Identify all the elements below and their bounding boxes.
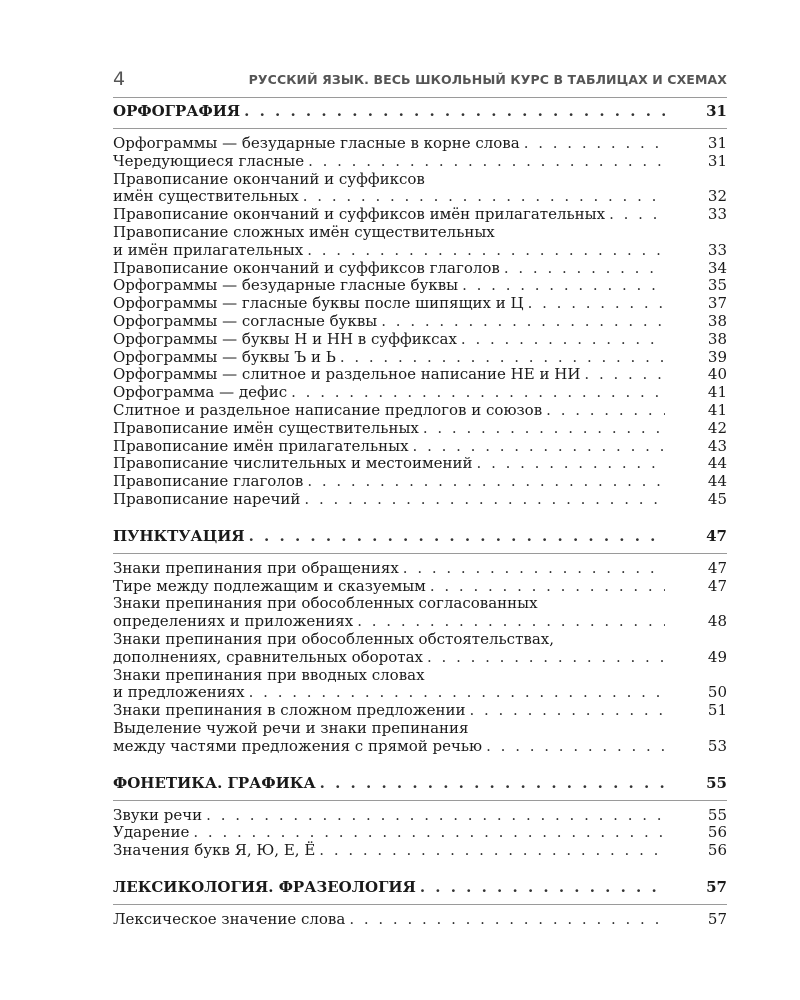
dot-leader [426,578,665,596]
section-title: ОРФОГРАФИЯ [113,102,241,120]
dot-leader [303,473,665,491]
page-ref: 39 [707,347,727,366]
dot-leader [303,242,665,260]
entry-title: Орфограмма — дефис [113,383,288,402]
page-ref: 31 [706,102,727,120]
entry-title: Значения букв Я, Ю, Е, Ё [113,841,316,860]
entry-title: Ударение [113,823,190,842]
entry-title: Знаки препинания при обращениях [113,558,399,577]
page-ref: 48 [707,612,727,631]
section-divider [113,128,727,129]
dot-leader [419,420,665,438]
section-divider [113,800,727,801]
dot-leader [287,384,665,402]
toc-section [113,102,727,515]
dot-leader [189,824,665,842]
page-ref: 41 [707,383,727,402]
dot-leader [416,878,665,896]
entry-title: Правописание имён существительных [113,418,419,437]
toc-entry[interactable] [113,807,727,825]
page-ref: 47 [707,576,727,595]
section-divider [113,904,727,905]
page-ref: 37 [707,294,727,313]
entry-title: Чередующиеся гласные [113,151,305,170]
section-title: ФОНЕТИКА. ГРАФИКА [113,773,316,792]
dot-leader [605,206,665,224]
toc-entry[interactable] [113,824,727,842]
toc-entry[interactable] [113,277,727,295]
entry-title: Правописание наречий [113,489,301,508]
page-ref: 42 [707,418,727,437]
page-ref: 56 [707,823,727,842]
section-title: ПУНКТУАЦИЯ [113,526,245,545]
dot-leader [409,438,665,456]
page-ref: 56 [707,841,727,860]
page-ref: 47 [706,526,727,545]
entry-title: и предложениях [113,683,245,702]
page-ref: 55 [707,805,727,824]
page-ref: 33 [707,205,727,224]
dot-leader [580,366,665,384]
page-ref: 47 [707,558,727,577]
toc-entry[interactable] [113,595,727,631]
toc-entry[interactable] [113,402,727,420]
toc-entry[interactable] [113,313,727,331]
toc-entry[interactable] [113,438,727,456]
entry-title: Орфограммы — гласные буквы после шипящих и Ц [113,294,524,313]
entry-title: имён существительных [113,187,299,206]
dot-leader [542,402,665,420]
dot-leader [245,527,665,545]
entry-title: Правописание окончаний и суффиксов имён прилагательных [113,205,606,224]
toc-entry[interactable] [113,366,727,384]
dot-leader [300,491,665,509]
dot-leader [482,738,665,756]
entry-title: Правописание глаголов [113,472,304,491]
page-ref: 40 [707,365,727,384]
dot-leader [202,807,665,825]
page-ref: 57 [706,877,727,896]
dot-leader [465,702,665,720]
toc-entry[interactable] [113,295,727,313]
toc-section [113,774,727,866]
page-ref: 44 [707,472,727,491]
toc-entry[interactable] [113,224,727,260]
toc-entry[interactable] [113,153,727,171]
dot-leader [336,349,665,367]
toc-entry[interactable] [113,667,727,703]
dot-leader [457,331,665,349]
entry-title: Орфограммы — буквы Ъ и Ь [113,347,336,366]
entry-title-line: Знаки препинания при обособленных согласованных [113,594,538,613]
dot-leader [377,313,665,331]
section-spacer [113,860,727,866]
entry-title: Орфограммы — согласные буквы [113,311,378,330]
header-divider [113,97,727,98]
page-ref: 53 [707,736,727,755]
entry-title-line: Выделение чужой речи и знаки препинания [113,718,469,737]
entry-title: Орфограммы — буквы Н и НН в суффиксах [113,329,457,348]
table-of-contents [113,102,727,929]
page-ref: 49 [707,647,727,666]
page-ref: 38 [707,311,727,330]
dot-leader [500,260,665,278]
toc-entry[interactable] [113,260,727,278]
toc-entry[interactable] [113,384,727,402]
entry-title: Правописание имён прилагательных [113,436,409,455]
dot-leader [245,684,665,702]
page-ref: 31 [707,151,727,170]
toc-entry[interactable] [113,331,727,349]
toc-section [113,527,727,762]
dot-leader [240,102,665,120]
toc-entry[interactable] [113,171,727,207]
entry-title: Орфограммы — безударные гласные в корне слова [113,134,520,152]
page-ref: 50 [707,683,727,702]
dot-leader [304,153,665,171]
page-header [113,66,727,96]
entry-title: Правописание окончаний и суффиксов глаголов [113,258,500,277]
toc-entry[interactable] [113,491,727,509]
toc-section [113,878,727,929]
page-ref: 44 [707,454,727,473]
dot-leader [316,774,665,792]
section-heading[interactable] [113,878,727,896]
dot-leader [345,911,665,929]
entry-title-line: Правописание окончаний и суффиксов [113,169,425,188]
page-ref: 55 [706,773,727,792]
section-heading[interactable] [113,774,727,792]
toc-entry[interactable] [113,560,727,578]
section-heading[interactable] [113,102,727,120]
page-ref: 33 [707,240,727,259]
entry-title: Слитное и раздельное написание предлогов и союзов [113,400,543,419]
page-ref: 41 [707,400,727,419]
page-ref: 43 [707,436,727,455]
toc-entry[interactable] [113,720,727,756]
dot-leader [299,188,665,206]
entry-title: дополнениях, сравнительных оборотах [113,647,423,666]
toc-entry[interactable] [113,455,727,473]
entry-title-line: Правописание сложных имён существительных [113,222,495,241]
toc-entry[interactable] [113,349,727,367]
page-ref: 57 [707,909,727,928]
section-title: ЛЕКСИКОЛОГИЯ. ФРАЗЕОЛОГИЯ [113,877,416,896]
page-ref: 38 [707,329,727,348]
toc-entry[interactable] [113,631,727,667]
dot-leader [423,649,665,667]
section-divider [113,553,727,554]
toc-entry[interactable] [113,135,727,153]
entry-title: между частями предложения с прямой речью [113,736,483,755]
page-ref: 45 [707,489,727,508]
entry-title: определениях и приложениях [113,612,354,631]
entry-title: Правописание числительных и местоимений [113,454,473,473]
dot-leader [353,613,665,631]
toc-entry[interactable] [113,206,727,224]
toc-entry[interactable] [113,420,727,438]
section-heading[interactable] [113,527,727,545]
toc-entry[interactable] [113,911,727,929]
toc-entry[interactable] [113,842,727,860]
page-ref: 32 [707,187,727,206]
page-ref: 51 [707,701,727,720]
dot-leader [524,295,665,313]
entry-title: Орфограммы — слитное и раздельное написание НЕ и НИ [113,365,581,384]
entry-title: Орфограммы — безударные гласные буквы [113,276,459,295]
entry-title-line: Знаки препинания при обособленных обстоятельствах, [113,629,554,648]
dot-leader [520,135,665,153]
dot-leader [399,560,665,578]
entry-title: Знаки препинания в сложном предложении [113,701,466,720]
entry-title: Звуки речи [113,805,203,824]
toc-entry[interactable] [113,702,727,720]
page-ref: 35 [707,276,727,295]
entry-title: Тире между подлежащим и сказуемым [113,576,426,595]
dot-leader [315,842,665,860]
page-ref: 31 [707,134,727,152]
toc-entry[interactable] [113,473,727,491]
running-title: РУССКИЙ ЯЗЫК. ВЕСЬ ШКОЛЬНЫЙ КУРС В ТАБЛИЦАХ И СХЕМАХ [248,72,727,87]
page-ref: 34 [707,258,727,277]
page-number: 4 [113,68,126,90]
dot-leader [458,277,665,295]
section-spacer [113,756,727,762]
dot-leader [473,455,665,473]
toc-entry[interactable] [113,578,727,596]
entry-title: Лексическое значение слова [113,909,346,928]
section-spacer [113,509,727,515]
entry-title-line: Знаки препинания при вводных словах [113,665,425,684]
entry-title: и имён прилагательных [113,240,304,259]
